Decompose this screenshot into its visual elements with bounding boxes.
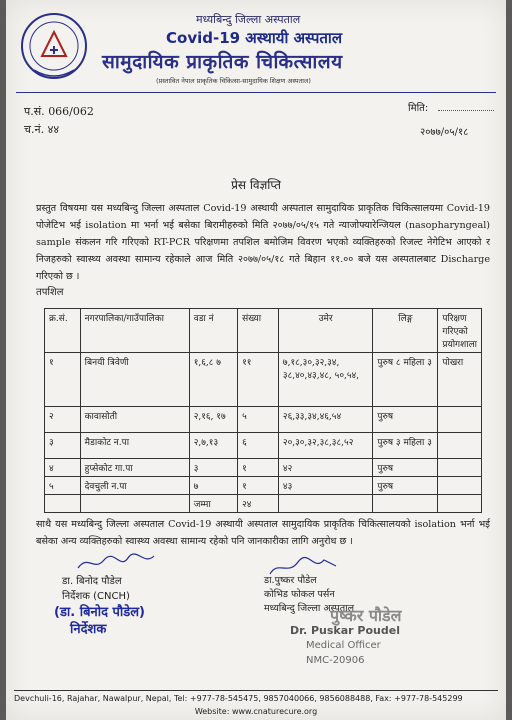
header-divider — [16, 92, 496, 93]
header-subtitle: (प्रस्तावित नेपाल प्राकृतिक चिकित्सा-सामुदायिक शिक्षण अस्पताल) — [156, 77, 311, 85]
table-row — [45, 459, 482, 477]
footer-divider — [14, 690, 498, 691]
table-row — [45, 353, 482, 407]
cell-municipality: बिनयी त्रिवेणी — [80, 353, 189, 407]
left-stamp-name: (डा. बिनोद पौडेल) — [54, 605, 145, 620]
notice-paragraph-1: प्रस्तुत विषयमा यस मध्यबिन्दु जिल्ला अस्पताल Covid-19 अस्थायी अस्पताल सामुदायिक प्राकृतिक चिकित्सालयमा Covid-19 पोजेटिभ भई isolation मा भर्ना भई बसेका बिरामीहरुको मिति २०७७/०५/१५ गते न्याजोफ्यारेन्जियल (nasopharyngeal) sample संकलन गरि गरिएको RT-PCR परिक्षणमा तपशिल बमोजिम विवरण भएको व्यक्तिहरुको रिजल्ट नेगेटिभ आएको र निजहरुको स्वास्थ्य अवस्था सामान्य रहेकाले आज मिति २०७७/०५/१८ गते बिहान ११.०० बजे यस अस्पतालबाट Discharge गरिएको छ । — [36, 203, 490, 282]
patra-label: प.सं. — [24, 105, 45, 118]
cell-lab: पोखरा — [438, 353, 482, 407]
cell-sn: ५ — [45, 477, 81, 495]
table-header-row — [45, 309, 482, 353]
left-signatory-title: निर्देशक (CNCH) — [62, 591, 130, 602]
cell-lab — [438, 477, 482, 495]
right-stamp-np: पुष्कर पौडेल — [330, 606, 402, 625]
right-stamp-name: Dr. Puskar Poudel — [290, 624, 400, 637]
table-total-row — [45, 495, 482, 513]
right-signatory-name: डा.पुष्कर पौडेल — [264, 575, 317, 586]
cell-age: ७,१८,३०,३२,३४, ३८,४०,४३,४८, ५०,५४, — [278, 353, 372, 407]
table-row — [45, 433, 482, 459]
left-signatory — [62, 556, 130, 604]
cell-count: १ — [238, 477, 279, 495]
right-stamp-title: Medical Officer — [306, 640, 381, 651]
right-signatory-org: मध्यबिन्दु जिल्ला अस्पताल — [264, 603, 355, 614]
patra-sankhya — [24, 104, 94, 119]
date-label: मिति: — [408, 103, 429, 114]
cell-lab — [438, 433, 482, 459]
col-header-lab: परिक्षण गरिएको प्रयोगशाला — [438, 309, 482, 353]
col-header-municipality: नगरपालिका/गाउँपालिका — [80, 309, 189, 353]
cell-gender: पुरुष — [373, 459, 438, 477]
cell-municipality: हुप्सेकोट गा.पा — [80, 459, 189, 477]
cell-municipality: कावासोती — [80, 407, 189, 433]
cell-count: १ — [238, 459, 279, 477]
header-clinic-name: सामुदायिक प्राकृतिक चिकित्सालय — [102, 51, 343, 73]
press-release-title: प्रेस विज्ञप्ति — [231, 178, 281, 192]
chalani-value: ४४ — [47, 123, 60, 136]
cell-sn: १ — [45, 353, 81, 407]
cell-gender: पुरुष — [373, 477, 438, 495]
detail-label: तपशिल — [36, 287, 64, 298]
hospital-logo-icon — [20, 10, 88, 84]
cell-age: ४३ — [278, 477, 372, 495]
cell-gender: पुरुष ८ महिला ३ — [373, 353, 438, 407]
cell-sn: २ — [45, 407, 81, 433]
cell-municipality: मैडाकोट न.पा — [80, 433, 189, 459]
cell-lab — [438, 459, 482, 477]
chalani-number — [24, 122, 59, 137]
col-header-count: संख्या — [238, 309, 279, 353]
date-line — [438, 110, 494, 111]
cell-municipality: देवचुली न.पा — [80, 477, 189, 495]
cell-ward: ३ — [189, 459, 237, 477]
cell-age: २६,३३,३४,४६,५४ — [278, 407, 372, 433]
cell-ward: २,१६, १७ — [189, 407, 237, 433]
cell-sn: ३ — [45, 433, 81, 459]
notice-paragraph-2: साथै यस मध्यबिन्दु जिल्ला अस्पताल Covid-19 अस्थायी अस्पताल सामुदायिक प्राकृतिक चिकित्सालयको isolation भर्ना भई बसेका अन्य व्यक्तिहरुको स्वास्थ्य अवस्था सामान्य रहेको पनि जानकारीका लागि अनुरोध छ । — [36, 519, 490, 547]
header-covid-hospital: Covid-19 अस्थायी अस्पताल — [166, 29, 342, 47]
chalani-label: च.नं. — [24, 123, 45, 136]
col-header-sn: क्र.सं. — [45, 309, 81, 353]
header-hospital-name: मध्यबिन्दु जिल्ला अस्पताल — [196, 13, 301, 26]
cell-ward: ७ — [189, 477, 237, 495]
left-signatory-name: डा. बिनोद पौडेल — [62, 576, 122, 587]
right-stamp — [290, 608, 401, 668]
right-signatory-title: कोभिड फोकल पर्सन — [264, 589, 335, 600]
cell-age: ४२ — [278, 459, 372, 477]
patra-value: 066/062 — [48, 105, 94, 118]
date-value: २०७७/०५/१८ — [420, 127, 469, 138]
cell-gender: पुरुष — [373, 407, 438, 433]
right-stamp-reg: NMC-20906 — [306, 655, 365, 666]
cell-ward: २,७,१३ — [189, 433, 237, 459]
table-row — [45, 477, 482, 495]
left-stamp — [54, 604, 145, 638]
document-page — [6, 0, 506, 720]
table-row — [45, 407, 482, 433]
cell-gender: पुरुष ३ महिला ३ — [373, 433, 438, 459]
col-header-ward: वडा नं — [189, 309, 237, 353]
col-header-age: उमेर — [278, 309, 372, 353]
cell-age: २०,३०,३२,३८,३८,५२ — [278, 433, 372, 459]
cell-total-value: २४ — [238, 495, 279, 513]
cell-sn: ४ — [45, 459, 81, 477]
cell-count: ५ — [238, 407, 279, 433]
left-stamp-title: निर्देशक — [70, 622, 107, 637]
cell-count: ११ — [238, 353, 279, 407]
patient-table — [44, 308, 482, 513]
cell-lab — [438, 407, 482, 433]
cell-ward: १,६,८ ७ — [189, 353, 237, 407]
cell-total-label: जम्मा — [189, 495, 237, 513]
footer-address: Devchuli-16, Rajahar, Nawalpur, Nepal, Tel: +977-78-545475, 9857040066, 9856088488, Fax: +977-78-545299 — [14, 694, 463, 703]
cell-count: ६ — [238, 433, 279, 459]
col-header-gender: लिङ्ग — [373, 309, 438, 353]
footer-website: Website: www.cnaturecure.org — [194, 707, 318, 716]
